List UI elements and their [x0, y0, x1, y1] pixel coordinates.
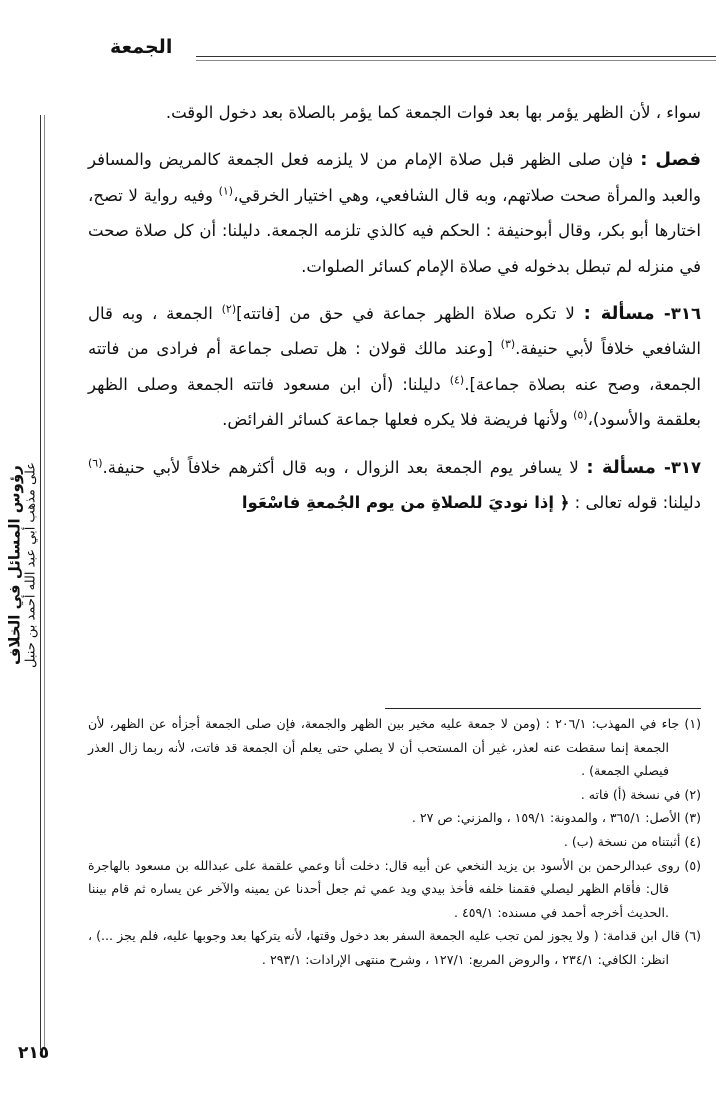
footnote-ref: (٦): [88, 456, 103, 470]
side-rule: [40, 115, 41, 1050]
footnote-6: (٦) قال ابن قدامة: ( ولا يجوز لمن تجب عليه الجمعة السفر بعد دخول وقتها، لأنه يتركها بعد وجوبها عليه، فلم يجز ...) ، انظر: الكافي: ٢٣٤/١ ، والروض المربع: ١٢٧/١ ، وشرح منتهى الإرادات: ٢٩٣/١ .: [88, 928, 701, 967]
footnote-5: (٥) روى عبدالرحمن بن الأسود بن يزيد النخعي عن أبيه قال: دخلت أنا وعمي علقمة على عبدالله بن مسعود بالهاجرة قال: فأقام الظهر ليصلي فقمنا خلفه فأخذ بيدي ويد عمي ثم جعل أحدنا عن يمينه والآخر عن يساره ثم قام بيننا .الحديث أخرجه أحمد في مسنده: ٤٥٩/١ .: [88, 857, 701, 920]
paragraph-text: سواء ، لأن الظهر يؤمر بها بعد فوات الجمعة كما يؤمر بالصلاة بعد دخول الوقت.: [165, 103, 701, 122]
footnote-ref: (٥): [573, 408, 588, 422]
paragraph-text: وفيه رواية لا تصح، اختارها أبو بكر، وقال أبوحنيفة : الحكم فيه كالذي تلزمه الجمعة. دليلنا: أن كل صلاة صحت في منزله لم تبطل بدخوله في صلاة الإمام كسائر الصلوات.: [88, 185, 701, 276]
paragraph-text: فإن صلى الظهر قبل صلاة الإمام من لا يلزمه فعل الجمعة كالمريض والمسافر والعبد والمرأة صحت صلاتهم، وبه قال الشافعي، وهي اختيار الخرقي،: [88, 150, 701, 205]
masala-label: مسألة :: [586, 456, 656, 478]
fasl-label: فصل :: [640, 149, 701, 171]
paragraph-text: دليلنا: قوله تعالى :: [574, 493, 701, 513]
footnote-3: (٣) الأصل: ٣٦٥/١ ، والمدونة: ١٥٩/١ ، والمزني: ص ٢٧ .: [411, 810, 701, 826]
footnote-2: (٢) في نسخة (أ) فاته .: [580, 786, 701, 802]
masala-number: ٣١٧-: [655, 457, 702, 477]
header-rule: [196, 56, 716, 57]
side-book-title: [4, 440, 40, 690]
footnote-ref: (٣): [500, 337, 516, 351]
footnote-ref: (٤): [449, 373, 465, 387]
side-title-main: رؤوس المسائل في الخلاف: [5, 465, 24, 665]
footnote-rule: [385, 708, 701, 709]
paragraph-text: ولأنها فريضة فلا يكره فعلها جماعة كسائر الفرائض.: [222, 410, 574, 430]
footnote-4: (٤) أثبتناه من نسخة (ب) .: [563, 833, 701, 849]
paragraph-text: [وعند مالك قولان : هل تصلى جماعة أم فرادى من فاتته الجمعة، وصح عنه بصلاة جماعة].: [88, 339, 701, 394]
paragraph-text: الجمعة ، وبه قال الشافعي خلافاً لأبي حنيفة.: [88, 304, 701, 359]
paragraph-masala-316: [88, 296, 701, 438]
page-header-title: الجمعة: [110, 36, 173, 58]
masala-label: مسألة :: [583, 303, 655, 325]
paragraph-text: لا تكره صلاة الظهر جماعة في حق من [فاتته]: [236, 304, 584, 324]
page-number: ٢١٥: [18, 1043, 50, 1063]
masala-number: ٣١٦-: [654, 304, 702, 324]
footnote-ref: (١): [218, 184, 234, 198]
footnote-ref: (٢): [221, 302, 237, 316]
footnote-1: (١) جاء في المهذب: ٢٠٦/١ : (ومن لا جمعة عليه مخير بين الظهر والجمعة، فإن صلى الجمعة أجزأه عن الظهر، لأن الجمعة إنما سقطت عنه لعذر، غير أن المستحب أن لا يصلي حتى يعلم أن الجمعة قد فاتت، لأنه ربما زال العذر فيصلي الجمعة) .: [88, 716, 701, 779]
side-title-sub: على مذهب أبي عبد الله أحمد بن حنبل: [23, 462, 39, 668]
header-rule-secondary: [196, 60, 716, 61]
paragraph-text: لا يسافر يوم الجمعة بعد الزوال ، وبه قال أكثرهم خلافاً لأبي حنيفة.: [102, 457, 587, 477]
paragraph-masala-317: [88, 450, 701, 521]
quran-verse: ﴿ إذا نوديَ للصلاةِ من يوم الجُمعةِ فاسْعَوا: [241, 493, 570, 513]
paragraph-continuation: [88, 95, 701, 130]
side-rule-secondary: [44, 115, 45, 1050]
paragraph-fasl: [88, 142, 701, 284]
main-text: [88, 95, 701, 520]
footnotes: [88, 712, 701, 972]
paragraph-text: دليلنا: (أن ابن مسعود فاتته الجمعة وصلى الظهر بعلقمة والأسود)،: [88, 374, 701, 430]
